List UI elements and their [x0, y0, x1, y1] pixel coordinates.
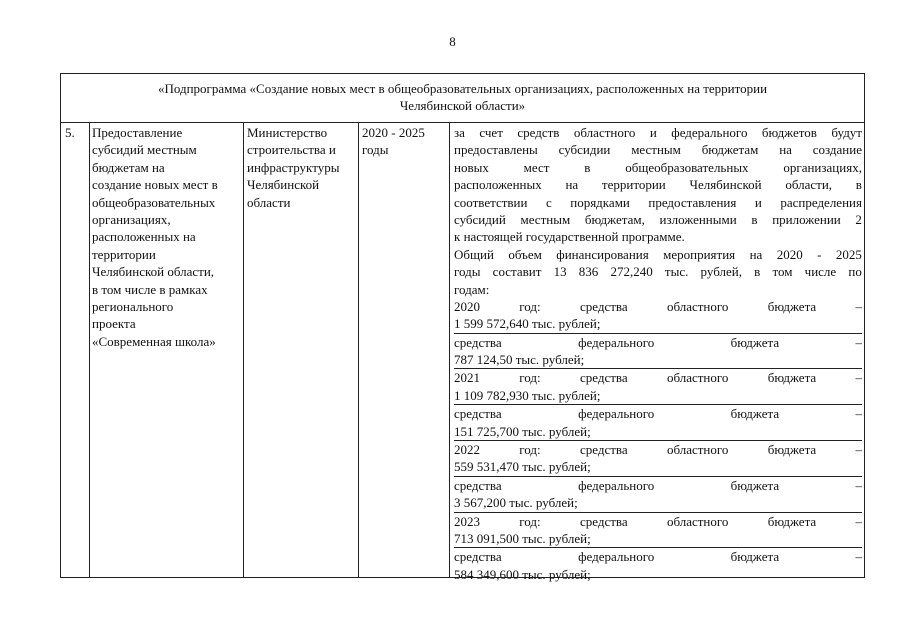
- funding-entry: [454, 476, 862, 512]
- page-number: 8: [449, 34, 456, 49]
- activity-name-line: общеобразовательных: [92, 194, 216, 210]
- funding-amount: 713 091,500 тыс. рублей;: [454, 530, 591, 546]
- subprogram-header: [61, 74, 864, 123]
- funding-source-line: средства федерального бюджета –: [454, 549, 862, 565]
- activity-name-line: субсидий местным: [92, 142, 197, 158]
- activity-name-line: организациях,: [92, 211, 171, 227]
- responsible-executor-line: инфраструктуры: [247, 159, 340, 175]
- program-table: [60, 73, 865, 582]
- description-total-line: годам:: [454, 281, 490, 297]
- description-intro-line: к настоящей государственной программе.: [454, 229, 685, 245]
- responsible-executor-line: Челябинской: [247, 177, 320, 193]
- funding-entry: [454, 298, 862, 333]
- activity-name-line: создание новых мест в: [92, 177, 218, 193]
- responsible-executor-line: строительства и: [247, 142, 336, 158]
- column-divider: [449, 123, 450, 577]
- description-total-line: Общий объем финансирования мероприятия на 2020 - 2025: [454, 246, 862, 262]
- funding-amount: 787 124,50 тыс. рублей;: [454, 352, 585, 368]
- description-intro-line: за счет средств областного и федерального бюджетов будут: [454, 125, 862, 140]
- description-intro-line: субсидий местным бюджетам, изложенными в приложении 2: [454, 211, 862, 227]
- activity-name-line: регионального: [92, 298, 174, 314]
- funding-source-line: 2020 год: средства областного бюджета –: [454, 298, 862, 314]
- funding-entry: [454, 440, 862, 476]
- responsible-executor-cell: [247, 124, 357, 211]
- funding-source-line: средства федерального бюджета –: [454, 334, 862, 350]
- funding-source-line: 2021 год: средства областного бюджета –: [454, 370, 862, 386]
- activity-name-cell: [92, 124, 242, 350]
- subprogram-title-line-1: «Подпрограмма «Создание новых мест в общеобразовательных организациях, расположенных на территории: [157, 81, 768, 96]
- term-line: годы: [362, 142, 389, 158]
- description-intro-line: соответствии с порядками предоставления и распределения: [454, 194, 862, 210]
- funding-source-line: 2023 год: средства областного бюджета –: [454, 513, 862, 529]
- funding-entry: [454, 404, 862, 440]
- column-divider: [89, 123, 90, 577]
- description-total-line: годы составит 13 836 272,240 тыс. рублей, в том числе по: [454, 264, 862, 280]
- description-total: [454, 246, 862, 298]
- term-line: 2020 - 2025: [362, 125, 425, 140]
- term-cell: [362, 124, 446, 159]
- funding-source-line: средства федерального бюджета –: [454, 406, 862, 422]
- funding-breakdown: [454, 298, 862, 583]
- column-divider: [243, 123, 244, 577]
- responsible-executor-line: области: [247, 194, 291, 210]
- activity-name-line: территории: [92, 246, 156, 262]
- description-intro-line: предоставлены субсидии местным бюджетам на создание: [454, 142, 862, 158]
- responsible-executor-line: Министерство: [247, 125, 328, 140]
- row-number-cell: [65, 124, 87, 141]
- subprogram-title-line-2: Челябинской области»: [399, 98, 526, 113]
- activity-name-line: расположенных на: [92, 229, 196, 245]
- funding-amount: 584 349,600 тыс. рублей;: [454, 566, 591, 582]
- funding-amount: 559 531,470 тыс. рублей;: [454, 459, 591, 475]
- description-cell: [454, 124, 862, 583]
- activity-name-line: в том числе в рамках: [92, 281, 208, 297]
- funding-amount: 1 599 572,640 тыс. рублей;: [454, 316, 601, 332]
- funding-source-line: 2022 год: средства областного бюджета –: [454, 442, 862, 458]
- funding-amount: 3 567,200 тыс. рублей;: [454, 495, 578, 511]
- row-number: 5.: [65, 125, 75, 140]
- funding-entry: [454, 512, 862, 548]
- funding-source-line: средства федерального бюджета –: [454, 477, 862, 493]
- activity-name-line: «Современная школа»: [92, 333, 216, 349]
- activity-name-line: проекта: [92, 316, 136, 332]
- activity-name-line: Челябинской области,: [92, 264, 215, 280]
- activity-name-line: Предоставление: [92, 125, 183, 140]
- funding-entry: [454, 333, 862, 369]
- description-intro-line: расположенных на территории Челябинской области, в: [454, 177, 862, 193]
- description-intro-line: новых мест в общеобразовательных организациях,: [454, 159, 862, 175]
- activity-name-line: бюджетам на: [92, 159, 165, 175]
- funding-entry: [454, 547, 862, 583]
- funding-amount: 1 109 782,930 тыс. рублей;: [454, 387, 601, 403]
- funding-entry: [454, 368, 862, 404]
- column-divider: [358, 123, 359, 577]
- description-intro: [454, 124, 862, 246]
- funding-amount: 151 725,700 тыс. рублей;: [454, 423, 591, 439]
